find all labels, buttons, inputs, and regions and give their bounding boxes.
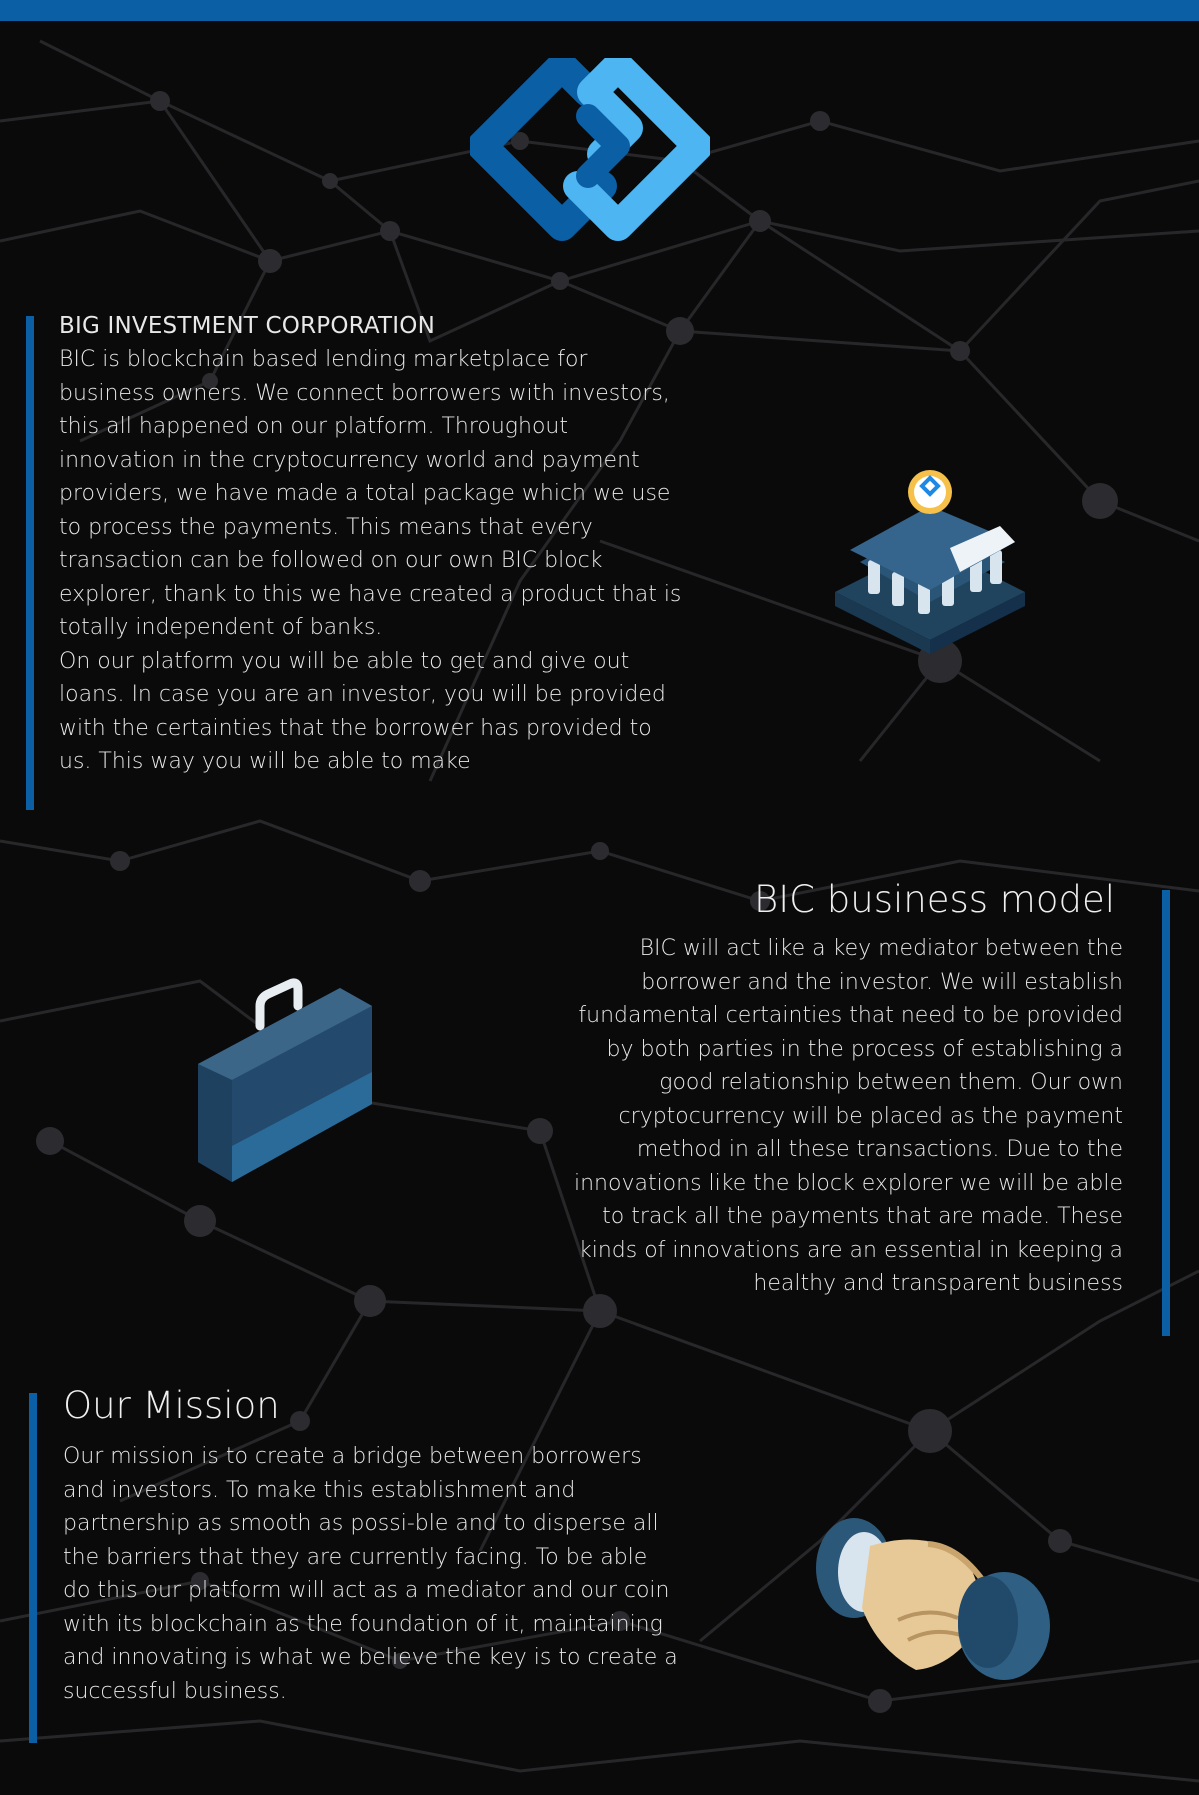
mission-body: Our mission is to create a bridge between borrowers and investors. To make this establishment and partnership as smooth as possi-ble and to disperse all the barriers that they are currently facing. To be able do this our platform will act as a mediator and our coin with its blockchain as the foundation of it, maintaining and innovating is what we believe the key is to create a successful business. xyxy=(63,1444,678,1704)
business-model-title: BIC business model xyxy=(754,878,1115,921)
mission-title: Our Mission xyxy=(63,1384,280,1427)
business-model-body: BIC will act like a key mediator between the borrower and the investor. We will establish fundamental certainties that need to be provided by both parties in the process of establishing a good relationship between them. Our own cryptocurrency will be placed as the payment method in all these transactions. Due to the innovations like the block explorer we will be able to track all the payments that are made. These kinds of innovations are an essential in keeping a healthy and transparent business xyxy=(573,936,1123,1296)
bank-coin-icon xyxy=(830,462,1030,662)
business-accent-bar xyxy=(1162,890,1170,1336)
briefcase-icon xyxy=(190,976,380,1186)
mission-section xyxy=(63,1384,678,1708)
about-paragraph-1: BIC is blockchain based lending marketplace for business owners. We connect borrowers with investors, this all happened on our platform. Throughout innovation in the cryptocurrency world and payment providers, we have made a total package which we use to process the payments. This means that every transaction can be followed on our own BIC block explorer, thank to this we have created a product that is totally independent of banks. xyxy=(59,347,682,640)
about-paragraph-2: On our platform you will be able to get and give out loans. In case you are an investor, you will be provided with the certainties that the borrower has provided to us. This way you will be able to make xyxy=(59,648,666,774)
top-accent-bar xyxy=(0,0,1199,21)
business-model-section xyxy=(556,878,1123,1301)
about-accent-bar xyxy=(26,316,34,810)
company-heading: BIG INVESTMENT CORPORATION xyxy=(59,313,435,339)
about-section xyxy=(59,310,684,779)
mission-accent-bar xyxy=(29,1393,37,1743)
handshake-icon xyxy=(808,1500,1058,1690)
bic-chain-logo-icon xyxy=(470,58,710,242)
